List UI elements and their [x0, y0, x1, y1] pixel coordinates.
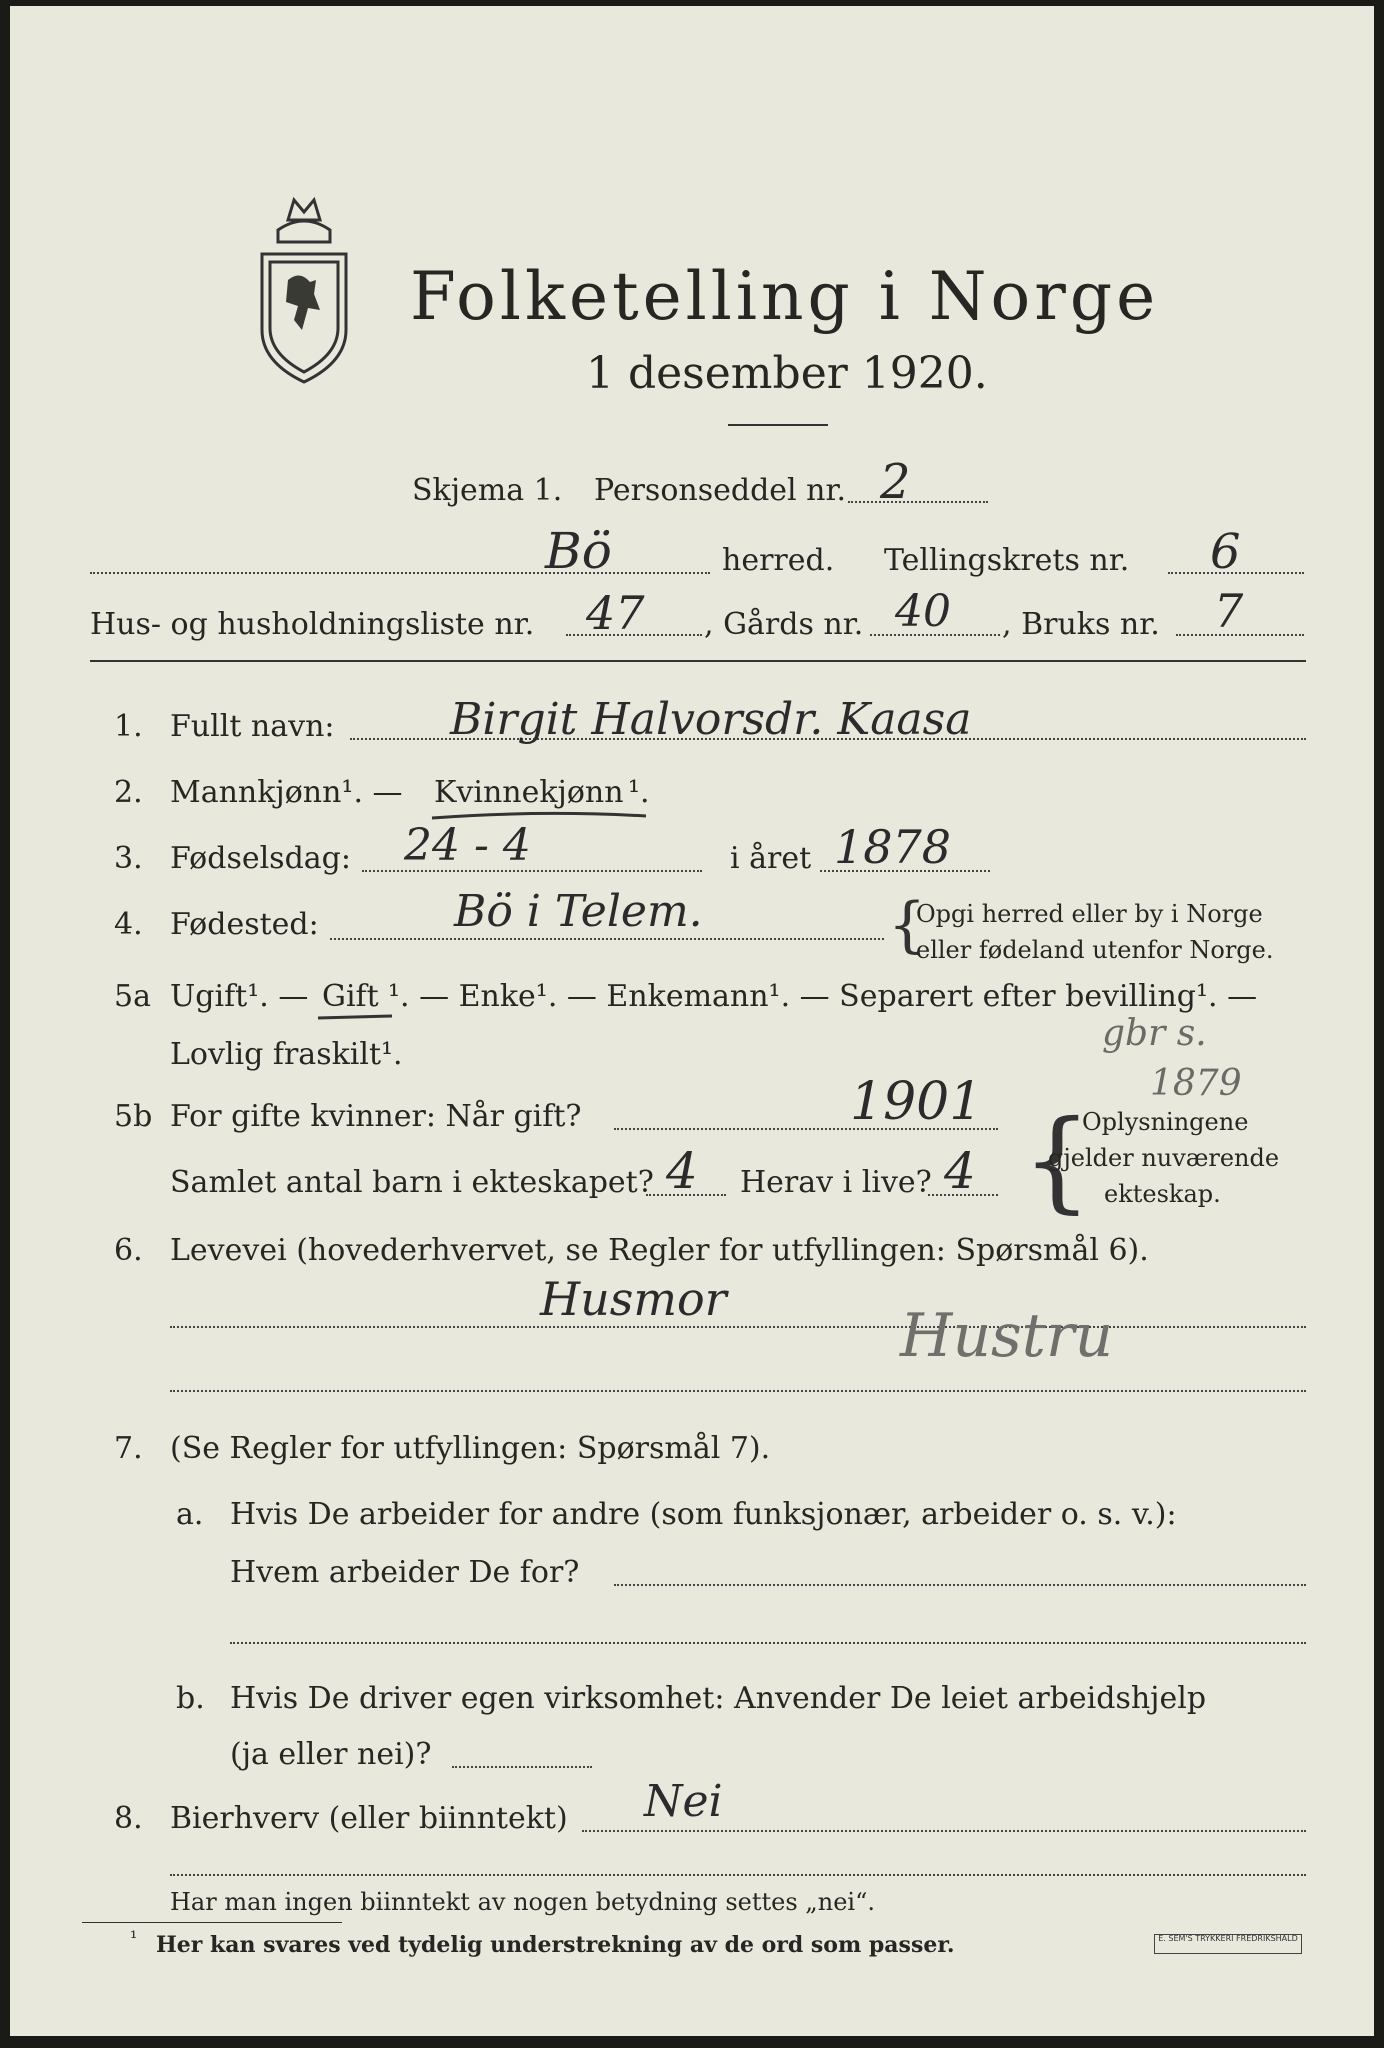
bottom-note: Har man ingen biinntekt av nogen betydning settes „nei“.	[170, 1888, 875, 1916]
printer-stamp	[1154, 1934, 1302, 1954]
q8-label: Bierhverv (eller biinntekt)	[170, 1801, 568, 1836]
q5a-annotation: gbr s.	[1102, 1013, 1207, 1054]
q4-value[interactable]: Bö i Telem.	[454, 886, 703, 937]
q6-label: Levevei (hovederhvervet, se Regler for utfyllingen: Spørsmål 6).	[170, 1233, 1149, 1268]
q2-footnote-mark: ¹.	[628, 775, 650, 810]
skjema-label: Skjema 1.	[412, 473, 563, 508]
herred-value[interactable]: Bö	[545, 522, 612, 580]
q7b-text: Hvis De driver egen virksomhet: Anvender De leiet arbeidshjelp	[230, 1681, 1207, 1716]
q4-note-1: Opgi herred eller by i Norge	[916, 900, 1263, 928]
q8-line-2	[170, 1874, 1306, 1876]
tellingskrets-label: Tellingskrets nr.	[884, 543, 1130, 578]
hus-value[interactable]: 47	[586, 586, 645, 640]
q2-kvinne[interactable]: Kvinnekjønn	[434, 775, 624, 810]
q3-year-value[interactable]: 1878	[834, 820, 952, 874]
hus-label: Hus- og husholdningsliste nr.	[90, 607, 535, 642]
bruks-label: , Bruks nr.	[1002, 607, 1160, 642]
bruks-value[interactable]: 7	[1214, 584, 1244, 638]
q3-label: Fødselsdag:	[170, 841, 351, 876]
gards-value[interactable]: 40	[895, 586, 951, 637]
q1-label: Fullt navn:	[170, 709, 335, 744]
q5b-note-3: ekteskap.	[1104, 1180, 1221, 1208]
form-title: Folketelling i Norge	[410, 258, 1160, 335]
q5b-children-value[interactable]: 4	[666, 1142, 698, 1200]
q5b-value[interactable]: 1901	[850, 1072, 983, 1132]
q5a-annotation-year: 1879	[1150, 1063, 1242, 1104]
q8-value[interactable]: Nei	[644, 1776, 723, 1827]
printer-text: E. SEM'S TRYKKERI FREDRIKSHALD	[1158, 1934, 1298, 1943]
q5a-fraskilt: Lovlig fraskilt¹.	[170, 1037, 403, 1072]
q4-note-2: eller fødeland utenfor Norge.	[916, 936, 1274, 964]
q1-value[interactable]: Birgit Halvorsdr. Kaasa	[450, 694, 972, 745]
q2-number: 2.	[114, 775, 143, 810]
personseddel-label: Personseddel nr.	[594, 473, 847, 508]
q3-number: 3.	[114, 841, 143, 876]
herred-line	[90, 572, 710, 574]
personseddel-value[interactable]: 2	[880, 454, 911, 510]
footnote-mark: ¹	[130, 1928, 138, 1949]
q3-value[interactable]: 24 - 4	[404, 820, 531, 871]
q5b-children-label: Samlet antal barn i ekteskapet?	[170, 1165, 654, 1200]
q7a-letter: a.	[176, 1497, 204, 1532]
q8-number: 8.	[114, 1801, 143, 1836]
q5b-label: For gifte kvinner: Når gift?	[170, 1099, 582, 1134]
q7b-line2: (ja eller nei)?	[230, 1737, 432, 1772]
gards-label: , Gårds nr.	[704, 607, 864, 642]
herred-label: herred.	[722, 543, 835, 578]
norway-coat-of-arms-icon	[248, 190, 360, 390]
q5a-gift[interactable]: Gift	[322, 979, 379, 1014]
tellingskrets-value[interactable]: 6	[1210, 524, 1241, 580]
form-date: 1 desember 1920.	[586, 348, 988, 399]
q6-value[interactable]: Husmor	[540, 1272, 727, 1326]
q7-label: (Se Regler for utfyllingen: Spørsmål 7).	[170, 1431, 771, 1466]
q4-label: Fødested:	[170, 907, 319, 942]
census-form-page	[10, 6, 1374, 2036]
personseddel-line	[848, 501, 988, 503]
q5b-note-1: Oplysningene	[1082, 1108, 1249, 1136]
header-rule	[90, 660, 1306, 662]
q5b-note-2: gjelder nuværende	[1048, 1144, 1280, 1172]
q6-line-1	[170, 1326, 1306, 1328]
q5a-underline-stroke	[316, 1010, 396, 1024]
q4-brace: {	[888, 890, 927, 960]
q7-number: 7.	[114, 1431, 143, 1466]
q6-line-2	[170, 1390, 1306, 1392]
q3-year-label: i året	[730, 841, 812, 876]
q8-line	[582, 1830, 1306, 1832]
footnote-text: Her kan svares ved tydelig understrekning av de ord som passer.	[156, 1932, 955, 1958]
q5a-number: 5a	[114, 979, 151, 1014]
q6-number: 6.	[114, 1233, 143, 1268]
q5a-rest: ¹. — Enke¹. — Enkemann¹. — Separert efter bevilling¹. —	[388, 979, 1258, 1014]
q4-number: 4.	[114, 907, 143, 942]
q2-mann: Mannkjønn¹. —	[170, 775, 403, 810]
q7b-answer-line[interactable]	[452, 1766, 592, 1768]
q7b-letter: b.	[176, 1681, 205, 1716]
q5a-ugift: Ugift¹. —	[170, 979, 309, 1014]
q5b-number: 5b	[114, 1099, 153, 1134]
q5b-alive-value[interactable]: 4	[944, 1142, 976, 1200]
q7a-answer-line[interactable]	[614, 1584, 1306, 1586]
footnote-rule	[82, 1922, 342, 1923]
q5b-brace: {	[1022, 1096, 1092, 1224]
q7a-text: Hvis De arbeider for andre (som funksjonær, arbeider o. s. v.):	[230, 1497, 1177, 1532]
q7a-answer-line-2[interactable]	[230, 1642, 1306, 1644]
q7a-line2: Hvem arbeider De for?	[230, 1555, 580, 1590]
title-rule	[728, 424, 828, 426]
q4-line	[330, 938, 884, 940]
q1-number: 1.	[114, 709, 143, 744]
q5b-alive-label: Herav i live?	[740, 1165, 932, 1200]
q6-value-2: Hustru	[900, 1301, 1114, 1371]
